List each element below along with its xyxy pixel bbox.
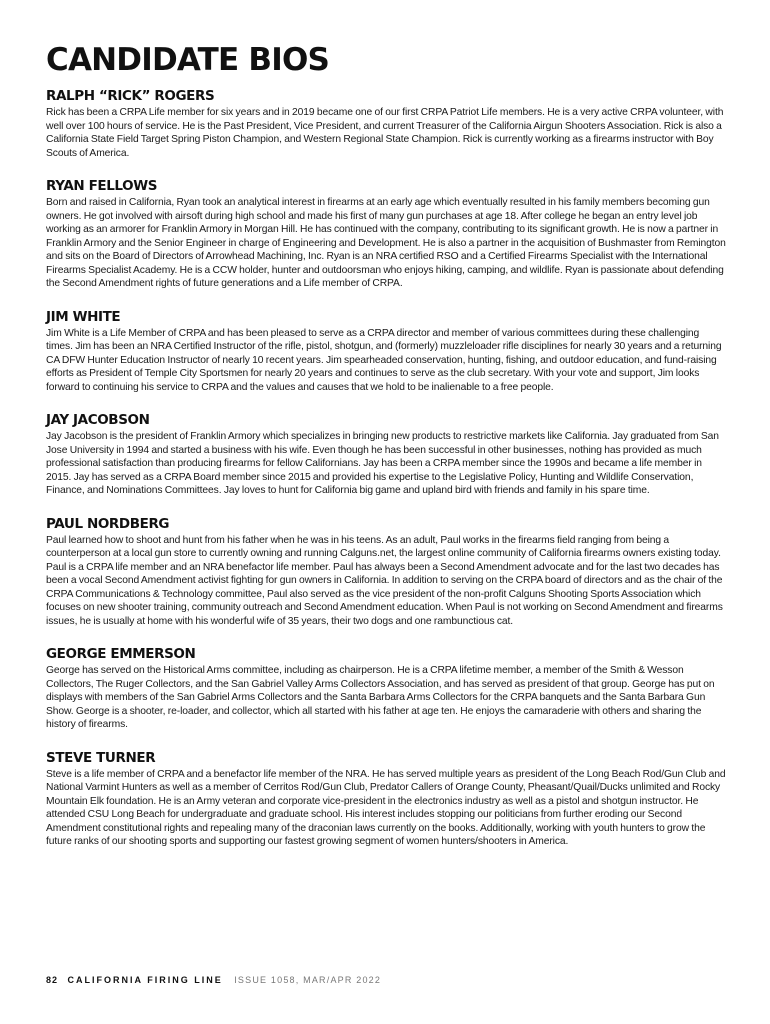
page-content xyxy=(46,40,726,867)
issue-info: ISSUE 1058, MAR/APR 2022 xyxy=(234,975,382,985)
bio-text: Jim White is a Life Member of CRPA and has been pleased to serve as a CRPA director and member of various committees during these challenging times. Jim has been an NRA Certified Instructor of the rifle, pistol, shotgun, and (formerly) muzzleloader rifle disciplines for nearly 30 years and a returning CA DFW Hunter Education Instructor of nearly 10 recent years. Jim spearheaded conservation, hunting, fishing, and outdoor education, and fund-raising efforts as President of Temple City Sportsmen for nearly 20 years and continues to serve as the club secretary. With your vote and support, Jim looks forward to continuing his service to CRPA and the values and causes that we hold to be inalienable to a free people. xyxy=(46,327,722,393)
bio-name: RYAN FELLOWS xyxy=(46,178,158,194)
bio-name: PAUL NORDBERG xyxy=(46,515,170,532)
bio-name: JIM WHITE xyxy=(46,308,121,325)
bio-name: RALPH “RICK” ROGERS xyxy=(46,88,215,104)
bio-george-emmerson xyxy=(46,646,726,732)
bio-text: George has served on the Historical Arms committee, including as chairperson. He is a CRPA lifetime member, a member of the Smith & Wesson Collectors, The Ruger Collectors, and the San Gabriel Valley Arms Collectors Association, and has served as president of that group. George has put on displays with members of the San Gabriel Arms Collectors and the Santa Barbara Arms Collectors for the CRPA banquets and the Santa Barbara Gun Show. George is a shooter, re-loader, and collector, which all started with his father at age ten. He enjoys the camaraderie with others and sharing the history of firearms. xyxy=(46,665,715,730)
bio-text: Born and raised in California, Ryan took an analytical interest in firearms at an early age which eventually resulted in his family members becoming gun owners. He got involved with airsoft during high school and made his first of many gun purchases at age 18. After college he began an entry level job working as an armorer for Franklin Armory in Morgan Hill. He has continued with the company, contributing to its significant growth. He is now a partner in Franklin Armory and the Senior Engineer in charge of Engineering and Development. He is also a partner in the acquisition of Bushmaster from Remington and sits on the Board of Directors of Arrowhead Machining, Inc. Ryan is an NRA certified RSO and a Certified Firearms Specialist with the International Firearms Specialist Academy. He is a CCW holder, hunter and outdoorsman who enjoys hiking, camping, and wildlife. Ryan is passionate about defending the Second Amendment rights of future generations and a Life member of CRPA. xyxy=(46,197,726,289)
bio-name: JAY JACOBSON xyxy=(46,412,150,428)
page-footer xyxy=(46,975,381,985)
bio-ralph-rogers xyxy=(46,88,726,160)
bio-text: Jay Jacobson is the president of Franklin Armory which specializes in bringing new products to restrictive markets like California. Jay graduated from San Jose University in 1994 and started a business with his wife. Even though he has been successful in other businesses, nothing has provided as much professional satisfaction than producing firearms for fellow Californians. Jay has been a CRPA member since the 1990s and became a life member in 2015. Jay has served as a CRPA Board member since 2015 and provided his expertise to the Legislative Policy, Hunting and Wildlife Conservation, Finance, and Nominations Committees. Jay loves to hunt for California big game and upland bird with friends and family in his spare time. xyxy=(46,431,719,496)
magazine-name: CALIFORNIA FIRING LINE xyxy=(67,975,223,985)
bio-jim-white xyxy=(46,309,726,395)
bio-steve-turner xyxy=(46,750,726,849)
bio-name: GEORGE EMMERSON xyxy=(46,646,196,662)
bio-text: Steve is a life member of CRPA and a benefactor life member of the NRA. He has served multiple years as president of the Long Beach Rod/Gun Club and National Varmint Hunters as well as a member of Cerritos Rod/Gun Club, Predator Callers of Orange County, Pheasant/Quail/Ducks unlimited and Rocky Mountain Elk foundation. He is an Army veteran and corporate vice-president in the electronics industry as well as a pistol and shotgun instructor. He attended CSU Long Beach for undergraduate and graduate school. His interest includes stopping our politicians from further eroding our Second Amendment constitutional rights and repealing many of the draconian laws currently on the books. Additionally, working with youth hunters to grow the future ranks of our shooting sports and supporting our fastest growing segment of women hunters/shooters in America. xyxy=(46,768,726,847)
bio-paul-nordberg xyxy=(46,516,726,629)
page-title: CANDIDATE BIOS xyxy=(46,42,330,78)
bio-text: Paul learned how to shoot and hunt from his father when he was in his teens. As an adult, Paul works in the firearms field ranging from being a counterperson at a local gun store to currently owning and running Calguns.net, the largest online community of California firearms owners existing today. Paul is a CRPA life member and an NRA benefactor life member. Paul has always been a Second Amendment advocate and for the last two decades has been a vocal Second Amendment activist fighting for gun owners in California. In addition to serving on the CRPA board of directors and as the chair of the CRPA Communications & Technology committee, Paul also served as the vice president of the non-profit Calguns Shooting Sports Association which focuses on new shooter training, community outreach and Second Amendment education. When Paul is not working on Second Amendment and firearms issues, he is usually at home with his wonderful wife of 35 years, their two dogs and one rambunctious cat. xyxy=(46,534,723,627)
bio-text: Rick has been a CRPA Life member for six years and in 2019 became one of our first CRPA Patriot Life members. He is a very active CRPA volunteer, with well over 100 hours of service. He is the Past President, Vice President, and current Treasurer of the California Airgun Shooters Association. Rick is also a California State Field Target Spring Piston Champion, and Western Regional State Champion. Rick is currently working as a firearms instructor with Boy Scouts of America. xyxy=(46,107,724,159)
bio-name: STEVE TURNER xyxy=(46,749,156,766)
bio-jay-jacobson xyxy=(46,412,726,498)
bio-ryan-fellows xyxy=(46,178,726,291)
page-number: 82 xyxy=(46,975,59,985)
